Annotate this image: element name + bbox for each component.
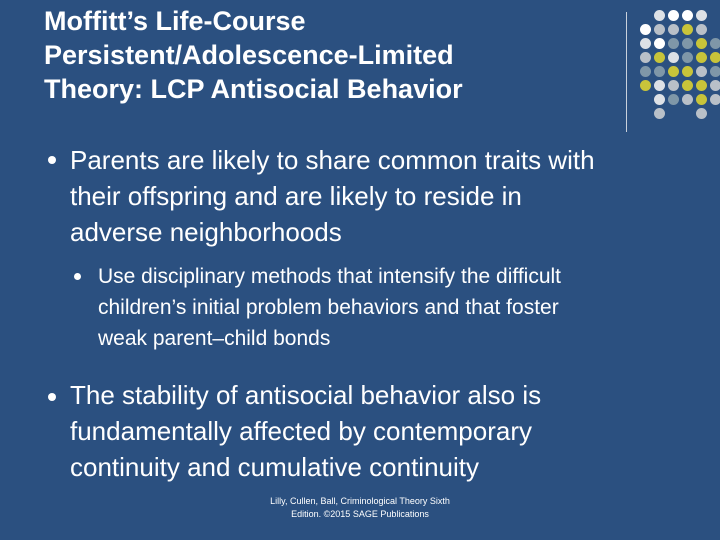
citation-footer: [240, 495, 480, 521]
dot: [710, 38, 720, 49]
dot: [640, 52, 651, 63]
dot: [710, 80, 720, 91]
bullet-item: [70, 377, 541, 485]
dot: [682, 80, 693, 91]
dot: [654, 66, 665, 77]
dot: [640, 24, 651, 35]
title-line-1: Moffitt’s Life-Course: [44, 6, 306, 36]
bullet-line: Parents are likely to share common traits with: [70, 145, 595, 175]
dot: [682, 38, 693, 49]
sub-bullet-line: children’s initial problem behaviors and that foster: [98, 296, 559, 319]
footer-line: Edition. ©2015 SAGE Publications: [291, 509, 429, 519]
title-line-3: Theory: LCP Antisocial Behavior: [44, 74, 463, 104]
dot: [654, 24, 665, 35]
title-line-2: Persistent/Adolescence-Limited: [44, 40, 454, 70]
bullet-item: [70, 142, 595, 250]
bullet-line: their offspring and are likely to reside in: [70, 181, 522, 211]
bullet-dot: [48, 393, 56, 401]
dot: [696, 66, 707, 77]
dot: [654, 108, 665, 119]
dot: [668, 66, 679, 77]
dot: [682, 24, 693, 35]
dot: [682, 94, 693, 105]
dot: [696, 24, 707, 35]
dot: [654, 10, 665, 21]
slide-title: [44, 4, 604, 106]
dot: [668, 52, 679, 63]
dot: [640, 80, 651, 91]
dot: [668, 80, 679, 91]
dot: [668, 10, 679, 21]
dot: [696, 94, 707, 105]
dot: [654, 94, 665, 105]
dot: [668, 94, 679, 105]
bullet-line: continuity and cumulative continuity: [70, 452, 480, 482]
dot: [710, 66, 720, 77]
dot: [682, 10, 693, 21]
bullet-dot: [48, 156, 56, 164]
dot: [682, 52, 693, 63]
dot: [696, 10, 707, 21]
footer-line: Lilly, Cullen, Ball, Criminological Theory Sixth: [270, 496, 450, 506]
dot: [668, 38, 679, 49]
dot: [710, 52, 720, 63]
dot: [640, 38, 651, 49]
dot: [682, 66, 693, 77]
dot: [710, 94, 720, 105]
dot: [654, 80, 665, 91]
bullet-line: adverse neighborhoods: [70, 217, 342, 247]
dot: [696, 108, 707, 119]
sub-bullet-line: weak parent–child bonds: [98, 327, 331, 350]
dot: [696, 52, 707, 63]
sub-bullet-line: Use disciplinary methods that intensify the difficult: [98, 265, 562, 288]
dot: [640, 66, 651, 77]
bullet-line: fundamentally affected by contemporary: [70, 416, 533, 446]
dot: [654, 38, 665, 49]
bullet-line: The stability of antisocial behavior also is: [70, 380, 542, 410]
sub-bullet-item: [98, 261, 561, 354]
decorative-dot-grid: [638, 10, 718, 120]
sub-bullet-dot: [74, 273, 81, 280]
title-divider: [626, 12, 627, 132]
dot: [696, 80, 707, 91]
dot: [696, 38, 707, 49]
dot: [668, 24, 679, 35]
dot: [654, 52, 665, 63]
